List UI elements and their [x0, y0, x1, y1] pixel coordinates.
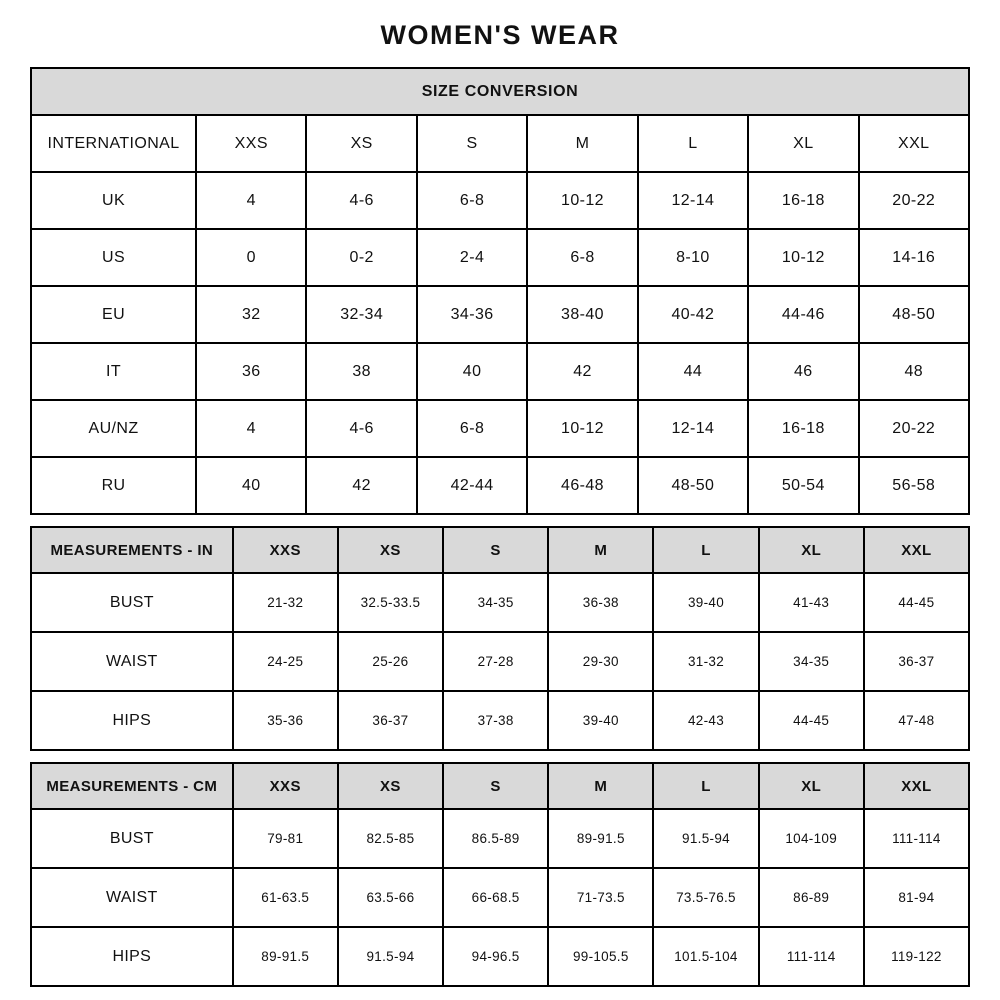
table-cell: XXS [196, 115, 306, 172]
row-label: EU [31, 286, 196, 343]
table-header-row [31, 527, 969, 573]
table-cell: 101.5-104 [653, 927, 758, 986]
table-cell: M [527, 115, 637, 172]
table-cell: 99-105.5 [548, 927, 653, 986]
table-cell: 0 [196, 229, 306, 286]
table-cell: 25-26 [338, 632, 443, 691]
table-cell: 35-36 [233, 691, 338, 750]
row-label: IT [31, 343, 196, 400]
row-label: US [31, 229, 196, 286]
table-cell: 50-54 [748, 457, 858, 514]
table-cell: 44-45 [864, 573, 969, 632]
table-cell: 4-6 [306, 400, 416, 457]
row-label: HIPS [31, 691, 233, 750]
size-column-header: M [548, 527, 653, 573]
table-row [31, 343, 969, 400]
table-cell: 111-114 [864, 809, 969, 868]
table-cell: 36 [196, 343, 306, 400]
section-title: MEASUREMENTS - CM [31, 763, 233, 809]
table-cell: 48 [859, 343, 969, 400]
table-header-row [31, 68, 969, 115]
table-cell: 31-32 [653, 632, 758, 691]
table-row [31, 632, 969, 691]
table-cell: 40-42 [638, 286, 748, 343]
table-cell: 37-38 [443, 691, 548, 750]
table-cell: 32 [196, 286, 306, 343]
table-cell: 63.5-66 [338, 868, 443, 927]
size-column-header: XXL [864, 763, 969, 809]
size-column-header: XXS [233, 527, 338, 573]
table-header-row [31, 763, 969, 809]
row-label: UK [31, 172, 196, 229]
table-cell: 4 [196, 400, 306, 457]
table-cell: 38-40 [527, 286, 637, 343]
table-row [31, 868, 969, 927]
size-column-header: L [653, 763, 758, 809]
table-cell: 16-18 [748, 400, 858, 457]
table-cell: 12-14 [638, 400, 748, 457]
table-row [31, 115, 969, 172]
row-label: AU/NZ [31, 400, 196, 457]
table-cell: 36-38 [548, 573, 653, 632]
size-column-header: M [548, 763, 653, 809]
table-row [31, 809, 969, 868]
table-cell: 4 [196, 172, 306, 229]
table-cell: 42 [527, 343, 637, 400]
table-row [31, 573, 969, 632]
table-cell: 14-16 [859, 229, 969, 286]
table-cell: 10-12 [527, 172, 637, 229]
table-cell: 29-30 [548, 632, 653, 691]
size-column-header: XXL [864, 527, 969, 573]
measurements-cm-table [30, 762, 970, 987]
row-label: RU [31, 457, 196, 514]
table-cell: 44-46 [748, 286, 858, 343]
size-column-header: XS [338, 527, 443, 573]
table-cell: 8-10 [638, 229, 748, 286]
table-row [31, 286, 969, 343]
table-cell: 39-40 [653, 573, 758, 632]
size-column-header: XL [759, 763, 864, 809]
section-title: MEASUREMENTS - IN [31, 527, 233, 573]
size-column-header: XS [338, 763, 443, 809]
table-cell: 73.5-76.5 [653, 868, 758, 927]
table-row [31, 229, 969, 286]
table-cell: 16-18 [748, 172, 858, 229]
table-row [31, 927, 969, 986]
size-conversion-title: SIZE CONVERSION [31, 68, 969, 115]
table-cell: 10-12 [748, 229, 858, 286]
table-cell: 44 [638, 343, 748, 400]
table-cell: L [638, 115, 748, 172]
table-cell: 41-43 [759, 573, 864, 632]
table-cell: 42 [306, 457, 416, 514]
row-label: WAIST [31, 632, 233, 691]
table-cell: 4-6 [306, 172, 416, 229]
size-column-header: L [653, 527, 758, 573]
table-cell: 48-50 [638, 457, 748, 514]
table-cell: 42-44 [417, 457, 527, 514]
table-cell: 47-48 [864, 691, 969, 750]
table-cell: 81-94 [864, 868, 969, 927]
size-column-header: S [443, 763, 548, 809]
table-cell: 34-36 [417, 286, 527, 343]
table-row [31, 691, 969, 750]
table-cell: 66-68.5 [443, 868, 548, 927]
table-cell: 111-114 [759, 927, 864, 986]
table-cell: 94-96.5 [443, 927, 548, 986]
table-cell: 91.5-94 [338, 927, 443, 986]
table-cell: 56-58 [859, 457, 969, 514]
table-cell: 6-8 [417, 400, 527, 457]
size-column-header: XXS [233, 763, 338, 809]
table-cell: 71-73.5 [548, 868, 653, 927]
measurements-in-table [30, 526, 970, 751]
table-cell: 46-48 [527, 457, 637, 514]
table-cell: 2-4 [417, 229, 527, 286]
table-row [31, 457, 969, 514]
table-cell: 34-35 [759, 632, 864, 691]
table-cell: 89-91.5 [548, 809, 653, 868]
table-cell: 61-63.5 [233, 868, 338, 927]
table-cell: 48-50 [859, 286, 969, 343]
row-label: WAIST [31, 868, 233, 927]
size-conversion-table [30, 67, 970, 515]
table-cell: 6-8 [527, 229, 637, 286]
table-cell: 0-2 [306, 229, 416, 286]
table-cell: 89-91.5 [233, 927, 338, 986]
table-row [31, 172, 969, 229]
table-cell: 6-8 [417, 172, 527, 229]
table-cell: 21-32 [233, 573, 338, 632]
table-cell: S [417, 115, 527, 172]
table-cell: 119-122 [864, 927, 969, 986]
table-cell: 24-25 [233, 632, 338, 691]
table-cell: 46 [748, 343, 858, 400]
table-cell: 12-14 [638, 172, 748, 229]
size-column-header: S [443, 527, 548, 573]
table-cell: XXL [859, 115, 969, 172]
table-cell: 32-34 [306, 286, 416, 343]
table-row [31, 400, 969, 457]
row-label: INTERNATIONAL [31, 115, 196, 172]
table-cell: 82.5-85 [338, 809, 443, 868]
table-cell: 86.5-89 [443, 809, 548, 868]
table-cell: 38 [306, 343, 416, 400]
row-label: BUST [31, 809, 233, 868]
page-title: WOMEN'S WEAR [380, 20, 620, 50]
table-cell: 34-35 [443, 573, 548, 632]
table-cell: 39-40 [548, 691, 653, 750]
table-cell: 32.5-33.5 [338, 573, 443, 632]
table-cell: 79-81 [233, 809, 338, 868]
table-cell: XL [748, 115, 858, 172]
table-cell: 20-22 [859, 172, 969, 229]
table-cell: 40 [196, 457, 306, 514]
table-cell: 42-43 [653, 691, 758, 750]
table-cell: 10-12 [527, 400, 637, 457]
table-cell: 27-28 [443, 632, 548, 691]
table-cell: 86-89 [759, 868, 864, 927]
row-label: BUST [31, 573, 233, 632]
table-cell: 44-45 [759, 691, 864, 750]
table-cell: 104-109 [759, 809, 864, 868]
table-cell: 36-37 [864, 632, 969, 691]
table-cell: 36-37 [338, 691, 443, 750]
row-label: HIPS [31, 927, 233, 986]
size-column-header: XL [759, 527, 864, 573]
table-cell: 91.5-94 [653, 809, 758, 868]
table-cell: 20-22 [859, 400, 969, 457]
table-cell: XS [306, 115, 416, 172]
table-cell: 40 [417, 343, 527, 400]
